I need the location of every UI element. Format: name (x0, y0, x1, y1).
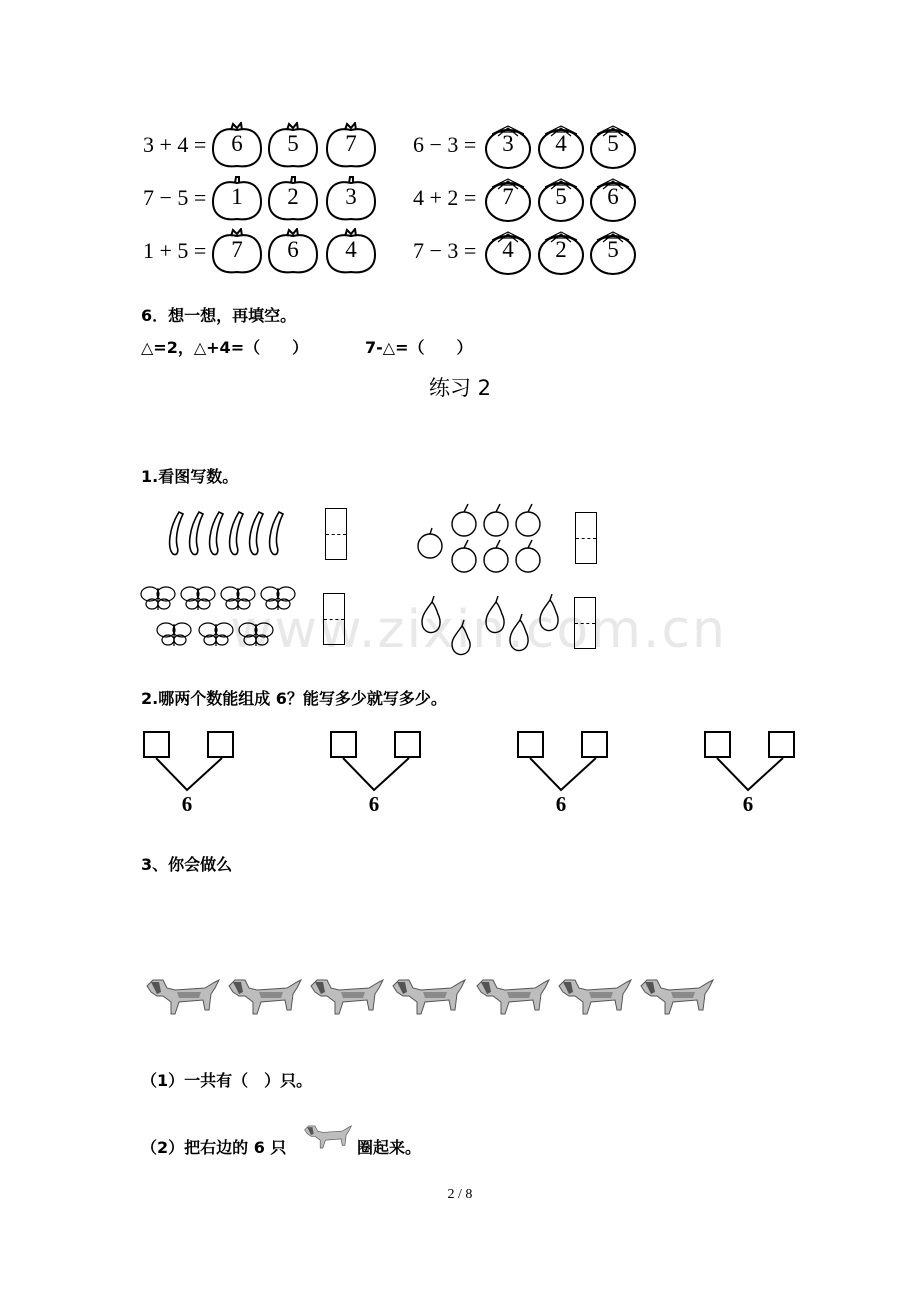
pears-icon (418, 594, 568, 660)
dog-icon (147, 980, 219, 1014)
apples-icon (412, 500, 552, 584)
answer-box[interactable] (330, 731, 357, 758)
option-number: 1 (231, 184, 243, 209)
option-number: 2 (555, 237, 567, 262)
option-number: 6 (607, 184, 619, 209)
question-3-title: 3、你会做么 (141, 855, 233, 874)
tree-number: 6 (368, 792, 380, 816)
option-number: 6 (287, 237, 299, 262)
question-3-part-2-end: 圈起来。 (357, 1138, 422, 1157)
equation-label: 1 + 5 = (143, 238, 207, 263)
write-box[interactable] (323, 593, 345, 645)
persimmon-option[interactable] (589, 228, 637, 274)
option-number: 4 (555, 131, 567, 156)
option-number: 3 (502, 131, 514, 156)
watermark: www.zixin.com.cn (230, 600, 727, 660)
option-number: 6 (231, 131, 243, 156)
pumpkin-option[interactable] (325, 228, 377, 274)
tree-number: 6 (181, 792, 193, 816)
pumpkin-option[interactable] (211, 175, 263, 221)
question-3-part-1[interactable]: （1）一共有（ ）只。 (141, 1071, 313, 1090)
section-heading: 练习 2 (428, 376, 492, 400)
option-number: 5 (287, 131, 299, 156)
dog-icon (302, 1120, 354, 1154)
pumpkin-option[interactable] (267, 175, 319, 221)
persimmon-option[interactable] (484, 175, 532, 221)
pumpkin-option[interactable] (267, 122, 319, 168)
pumpkin-option[interactable] (211, 122, 263, 168)
equation-label: 7 − 3 = (413, 238, 477, 263)
pumpkin-option[interactable] (325, 175, 377, 221)
question-6-title: 6．想一想，再填空。 (141, 306, 297, 325)
equation-label: 4 + 2 = (413, 185, 477, 210)
question-6-blank-1[interactable]: △=2，△+4=（ ） (141, 338, 309, 357)
dogs-row (143, 970, 723, 1026)
question-6-blank-2[interactable]: 7-△=（ ） (365, 338, 473, 357)
equation-label: 3 + 4 = (143, 132, 207, 157)
dog-icon (311, 980, 383, 1014)
question-1-title: 1.看图写数。 (141, 467, 239, 486)
tree-number: 6 (555, 792, 567, 816)
dog-icon (477, 980, 549, 1014)
option-number: 5 (555, 184, 567, 209)
answer-box[interactable] (704, 731, 731, 758)
pumpkin-option[interactable] (211, 228, 263, 274)
dog-icon (229, 980, 301, 1014)
pumpkin-option[interactable] (325, 122, 377, 168)
persimmon-option[interactable] (537, 122, 585, 168)
write-box[interactable] (325, 508, 347, 560)
option-number: 5 (607, 131, 619, 156)
answer-box[interactable] (143, 731, 170, 758)
persimmon-option[interactable] (537, 228, 585, 274)
persimmon-option[interactable] (484, 122, 532, 168)
tree-number: 6 (742, 792, 754, 816)
answer-box[interactable] (394, 731, 421, 758)
persimmon-option[interactable] (589, 175, 637, 221)
butterflies-icon (138, 580, 300, 658)
option-number: 7 (345, 131, 357, 156)
bananas-icon (165, 508, 295, 562)
question-3-part-2 (141, 1135, 286, 1158)
dog-icon (641, 980, 713, 1014)
answer-box[interactable] (768, 731, 795, 758)
option-number: 7 (231, 237, 243, 262)
question-2-title: 2.哪两个数能组成 6？能写多少就写多少。 (141, 689, 447, 708)
equation-label: 7 − 5 = (143, 185, 207, 210)
option-number: 7 (502, 184, 514, 209)
question-3-part-2-text: （2）把右边的 6 只 (141, 1138, 287, 1157)
page-number: 2 / 8 (447, 1187, 473, 1202)
persimmon-option[interactable] (537, 175, 585, 221)
answer-box[interactable] (517, 731, 544, 758)
option-number: 4 (345, 237, 357, 262)
persimmon-option[interactable] (484, 228, 532, 274)
answer-box[interactable] (581, 731, 608, 758)
dog-icon (393, 980, 465, 1014)
persimmon-option[interactable] (589, 122, 637, 168)
write-box[interactable] (574, 597, 596, 649)
pumpkin-option[interactable] (267, 228, 319, 274)
option-number: 5 (607, 237, 619, 262)
write-box[interactable] (575, 512, 597, 564)
equation-label: 6 − 3 = (413, 132, 477, 157)
option-number: 4 (502, 237, 514, 262)
answer-box[interactable] (207, 731, 234, 758)
option-number: 3 (345, 184, 357, 209)
dog-icon (559, 980, 631, 1014)
option-number: 2 (287, 184, 299, 209)
